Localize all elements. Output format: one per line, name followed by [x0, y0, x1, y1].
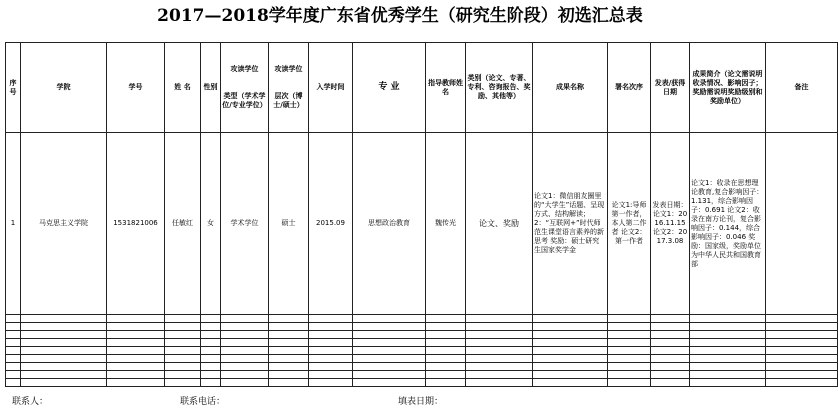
header-advisor: 指导教师姓名 — [426, 43, 466, 133]
cell-achievement-name: 论文1：微信朋友圈里的“大学生”话题、呈现方式、结构解读；2：“互联网+”时代师范生课堂语言素养的新思考 奖励：硕士研究生国家奖学金 — [533, 133, 608, 315]
footer — [0, 396, 800, 409]
empty-row — [6, 339, 838, 347]
header-summary: 成果简介（论文需说明收录情况、影响因子；奖励需说明奖励级别和奖励单位） — [690, 43, 766, 133]
empty-row — [6, 323, 838, 331]
header-degree-level — [269, 43, 309, 133]
cell-college: 马克思主义学院 — [21, 133, 107, 315]
empty-row — [6, 363, 838, 371]
header-achievement-name: 成果名称 — [533, 43, 608, 133]
table-row — [6, 133, 838, 315]
cell-degree-level: 硕士 — [269, 133, 309, 315]
header-degree-level-sub: 层次（博士/硕士） — [273, 92, 304, 109]
page-title: 2017—2018学年度广东省优秀学生（研究生阶段）初选汇总表 — [157, 6, 643, 26]
header-gender: 性别 — [201, 43, 221, 133]
empty-row — [6, 347, 838, 355]
cell-advisor: 魏传光 — [426, 133, 466, 315]
header-name: 姓 名 — [165, 43, 201, 133]
header-degree-level-top: 攻读学位 — [274, 65, 303, 73]
header-seq: 序号 — [6, 43, 21, 133]
header-degree-type — [221, 43, 269, 133]
cell-summary: 论文1：收录在思想理论教育,复合影响因子：1.131，综合影响因子：0.691 论文2：收录在南方论刊，复合影响因子：0.144，综合影响因子：0.046 奖励：国家级，奖励单位为中华人民共和国教育部 — [690, 133, 766, 315]
header-major: 专 业 — [353, 43, 426, 133]
header-college: 学院 — [21, 43, 107, 133]
empty-row — [6, 315, 838, 323]
cell-pub-date: 发表日期：论文1：2016.11.15 论文2：2017.3.08 — [651, 133, 690, 315]
header-pub-date: 发表/获得日期 — [651, 43, 690, 133]
header-category: 类别（论文、专著、专利、咨询报告、奖励、其他等） — [466, 43, 533, 133]
footer-date: 填表日期： — [398, 397, 444, 407]
cell-author-order: 论文1:导师第一作者，本人第二作者 论文2：第一作者 — [608, 133, 651, 315]
header-remarks: 备注 — [766, 43, 838, 133]
header-degree-type-top: 攻读学位 — [230, 65, 259, 73]
header-degree-type-sub: 类型（学术学位/专业学位） — [222, 92, 267, 109]
empty-row — [6, 331, 838, 339]
cell-enroll-time: 2015.09 — [309, 133, 353, 315]
cell-gender: 女 — [201, 133, 221, 315]
cell-seq: 1 — [6, 133, 21, 315]
header-author-order: 署名次序 — [608, 43, 651, 133]
empty-row — [6, 379, 838, 387]
summary-table — [5, 42, 838, 387]
footer-contact: 联系人： — [12, 397, 49, 407]
cell-remarks — [766, 133, 838, 315]
empty-row — [6, 371, 838, 379]
header-student-id: 学号 — [107, 43, 165, 133]
cell-major: 思想政治教育 — [353, 133, 426, 315]
cell-category: 论文、奖励 — [466, 133, 533, 315]
cell-name: 任敏红 — [165, 133, 201, 315]
cell-degree-type: 学术学位 — [221, 133, 269, 315]
footer-phone: 联系电话： — [180, 397, 226, 407]
empty-row — [6, 355, 838, 363]
header-enroll-time: 入学时间 — [309, 43, 353, 133]
header-row — [6, 43, 838, 133]
cell-student-id: 1531821006 — [107, 133, 165, 315]
